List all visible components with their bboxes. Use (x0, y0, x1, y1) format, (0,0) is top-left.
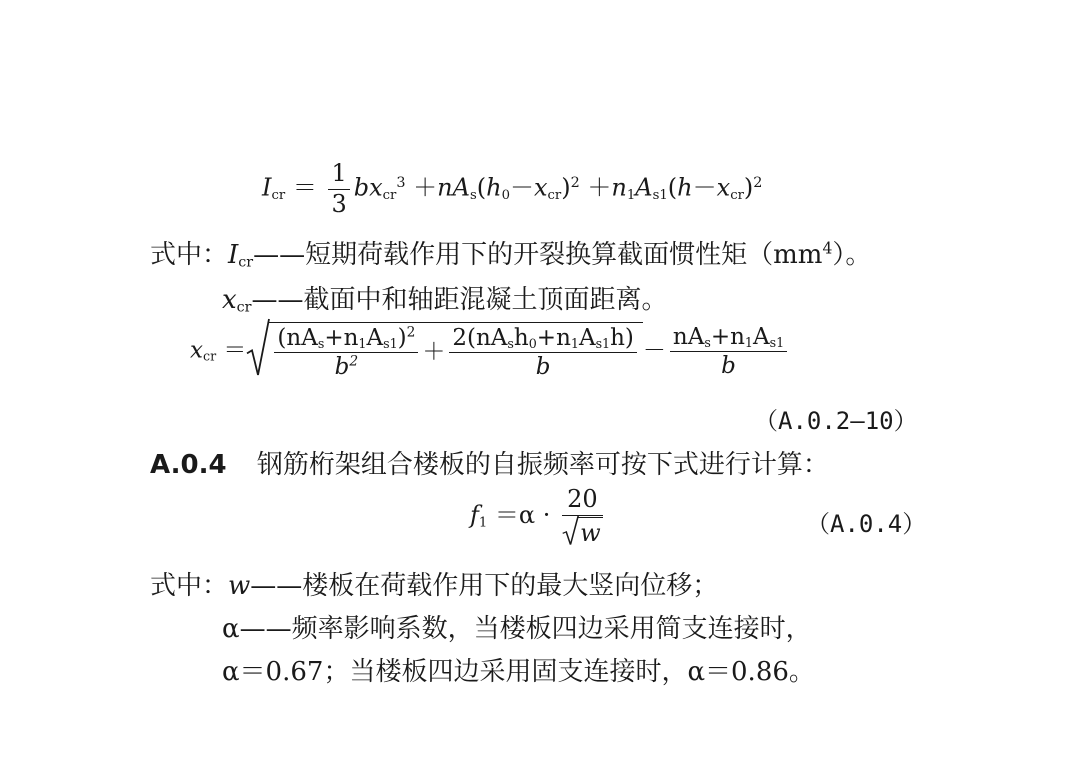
radical-sign-icon (562, 515, 579, 546)
var-n: n (437, 173, 453, 202)
num-sub: 0 (528, 336, 537, 352)
fraction-20-over-root-w (562, 486, 603, 547)
sub-0: 0 (501, 187, 510, 203)
num-part: A (578, 325, 596, 351)
paren-close: ) (561, 173, 571, 202)
frac-num (670, 324, 787, 352)
var-f: f (470, 501, 479, 530)
definition-text: 楼板在荷载作用下的最大竖向位移； (302, 571, 719, 601)
equals-sign: ＝ (494, 501, 519, 530)
num-sub: s (704, 334, 711, 350)
fraction-subtracted-term (670, 324, 787, 380)
sub-cr: cr (547, 187, 562, 203)
var-n: n (611, 173, 627, 202)
symbol-alpha: α (222, 614, 240, 644)
num-part: nA (672, 323, 705, 350)
em-dash: —— (253, 240, 306, 270)
plus-sign: ＋ (413, 173, 438, 202)
multiply-dot: · (542, 501, 551, 530)
frac-den (274, 353, 418, 380)
definition-alpha (222, 608, 812, 645)
num-part: +n (324, 325, 359, 351)
symbol-sub: cr (238, 254, 254, 271)
num-sub: s (507, 336, 514, 352)
var-I: I (262, 173, 272, 202)
definition-w (150, 565, 718, 602)
sub-1: 1 (478, 515, 488, 531)
exp-2: 2 (753, 174, 763, 191)
exp-2: 2 (570, 174, 580, 191)
equation-natural-frequency (470, 486, 607, 547)
em-dash: —— (251, 285, 304, 315)
plus-sign: ＋ (587, 173, 612, 202)
em-dash: —— (239, 614, 292, 644)
definition-text-end: ）。 (832, 240, 872, 270)
symbol-w: w (228, 571, 251, 601)
sub-1: 1 (626, 187, 636, 203)
paren-open: ( (667, 173, 678, 202)
num-part: h (513, 325, 529, 351)
frac-den: b (535, 354, 551, 381)
symbol-x: x (222, 285, 237, 315)
num-part: +n (536, 325, 571, 351)
definition-xcr (222, 279, 668, 316)
equals-sign: ＝ (292, 173, 317, 202)
paren-open: ( (476, 173, 487, 202)
symbol-sub: cr (236, 299, 252, 316)
em-dash: —— (250, 571, 303, 601)
minus-sign: － (692, 173, 717, 202)
sub-cr: cr (382, 187, 397, 203)
paren-close: ) (743, 173, 754, 202)
den-exp: 2 (349, 354, 359, 371)
sub-cr: cr (271, 187, 286, 203)
num-sub: 1 (358, 336, 367, 352)
var-x: x (369, 173, 383, 202)
definition-icr (150, 234, 871, 271)
frac-num (449, 325, 637, 353)
unit-exponent: 4 (822, 239, 833, 258)
definition-prefix: 式中： (150, 240, 229, 270)
clause-number: A.0.4 (150, 450, 227, 480)
radicand (268, 322, 642, 381)
var-A: A (635, 173, 653, 202)
frac-num (274, 325, 418, 353)
num-sub: 1 (744, 334, 753, 350)
frac-den: b (721, 352, 736, 379)
var-x: x (716, 173, 731, 202)
sub-cr: cr (730, 187, 744, 203)
num-part: (nA (277, 325, 318, 351)
num-sub: s1 (383, 336, 398, 352)
num-sub: s (317, 336, 325, 352)
var-h: h (486, 173, 502, 202)
equation-number-a04: （A.0.4） (806, 510, 927, 538)
definition-text: 截面中和轴距混凝土顶面距离。 (303, 285, 668, 315)
square-root (562, 517, 603, 548)
sub-cr: cr (202, 348, 217, 364)
num-part: A (752, 323, 770, 350)
frac-den (562, 516, 603, 548)
square-root (246, 322, 642, 381)
clause-text: 钢筋桁架组合楼板的自振频率可按下式进行计算： (256, 450, 829, 480)
exp-3: 3 (396, 174, 406, 191)
frac-num: 1 (328, 160, 349, 190)
num-sub: s1 (595, 336, 611, 352)
var-b: b (353, 173, 370, 202)
fraction-one-third (328, 160, 349, 218)
equals-sign: ＝ (223, 337, 247, 364)
num-part: ) (397, 325, 407, 351)
var-h: h (677, 173, 693, 202)
equation-number-a0210: （A.0.2—10） (754, 407, 918, 435)
num-part: A (366, 325, 384, 351)
var-x: x (190, 337, 203, 364)
minus-sign: － (642, 337, 666, 364)
frac-den: 3 (331, 189, 347, 218)
radical-sign-icon (246, 318, 270, 377)
definition-alpha-values: α＝0.67；当楼板四边采用固支连接时，α＝0.86。 (222, 657, 815, 687)
num-part: +n (710, 323, 745, 350)
num-part: h) (610, 325, 634, 351)
num-sub: s1 (769, 334, 785, 350)
fraction-squared-term (274, 325, 418, 381)
clause-a04 (150, 444, 829, 481)
symbol-I: I (228, 240, 239, 270)
radicand: w (580, 518, 601, 547)
sub-s1: s1 (652, 187, 668, 203)
equation-cracked-moment-of-inertia (262, 160, 762, 218)
alpha-symbol: α (518, 501, 536, 530)
num-exp: 2 (406, 324, 416, 341)
var-x: x (534, 173, 548, 202)
definition-prefix: 式中： (150, 571, 229, 601)
num-sub: 1 (570, 336, 579, 352)
sub-s: s (469, 187, 477, 203)
definition-text: 频率影响系数，当楼板四边采用简支连接时， (291, 614, 812, 644)
plus-sign: ＋ (422, 338, 446, 365)
num-part: 2(nA (452, 325, 508, 351)
definition-text: 短期荷载作用下的开裂换算截面惯性矩（mm (305, 240, 823, 270)
equation-neutral-axis-depth (190, 322, 791, 381)
frac-num: 20 (562, 486, 603, 516)
fraction-linear-term (449, 325, 637, 381)
minus-sign: － (510, 173, 534, 202)
den-var: b (334, 354, 350, 381)
var-A: A (452, 173, 470, 202)
